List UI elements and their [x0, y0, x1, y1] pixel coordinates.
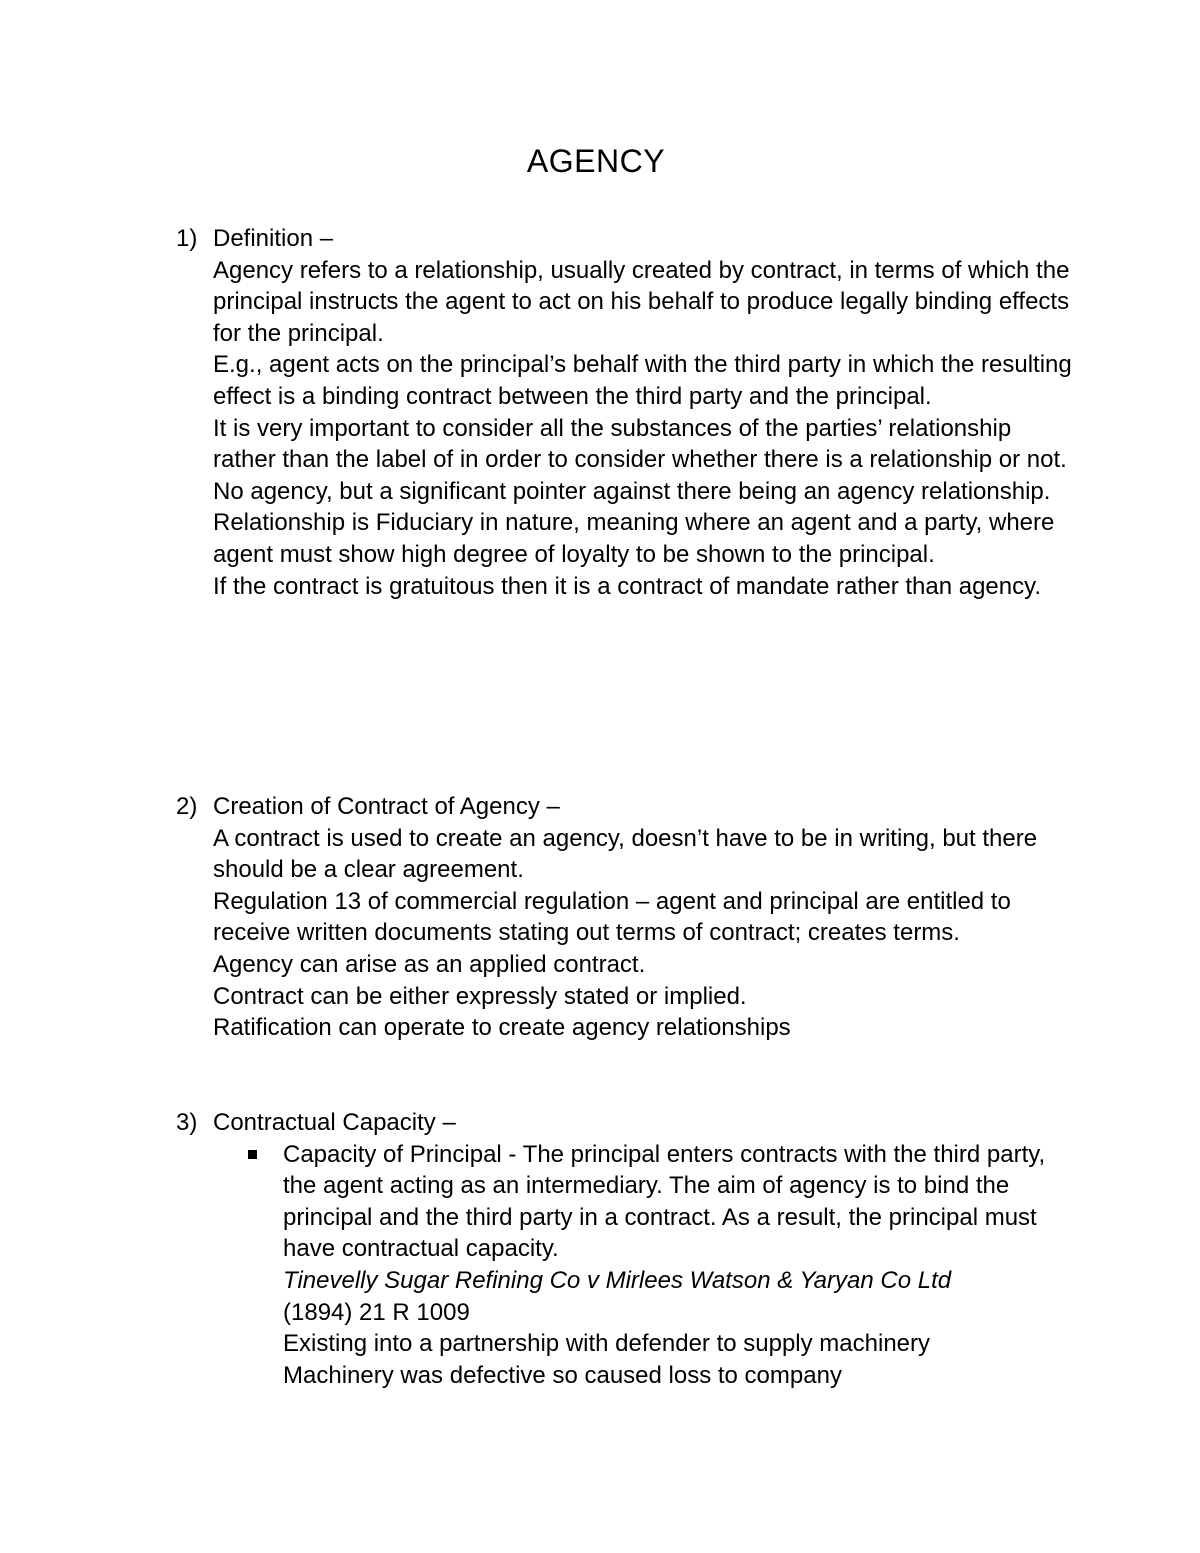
- paragraph: Agency refers to a relationship, usually created by contract, in terms of which the principal instructs the agent to act on his behalf to produce legally binding effects for the principal.: [213, 256, 1070, 347]
- section-heading: [176, 223, 1076, 255]
- section-heading: [176, 791, 1076, 823]
- paragraph: Agency can arise as an applied contract.: [213, 950, 646, 978]
- section-contractual-capacity: [176, 1107, 1076, 1391]
- section-definition: [176, 223, 1076, 602]
- paragraph: Relationship is Fiduciary in nature, meaning where an agent and a party, where agent must show high degree of loyalty to be shown to the principal.: [213, 509, 1055, 568]
- section-heading: [176, 1107, 1076, 1139]
- paragraph: It is very important to consider all the substances of the parties’ relationship rather than the label of in order to consider whether there is a relationship or not.: [213, 414, 1067, 474]
- square-bullet-icon: [248, 1150, 257, 1159]
- paragraph: Ratification can operate to create agency relationships: [213, 1014, 791, 1042]
- case-note: Existing into a partnership with defender to supply machinery: [283, 1330, 931, 1358]
- bullet-item: [283, 1139, 1076, 1392]
- document-title: AGENCY: [526, 143, 666, 179]
- paragraph: E.g., agent acts on the principal’s behalf with the third party in which the resulting effect is a binding contract between the third party and the principal.: [213, 351, 1072, 410]
- case-name: Tinevelly Sugar Refining Co v Mirlees Watson & Yaryan Co Ltd: [283, 1266, 952, 1294]
- case-note: Machinery was defective so caused loss to company: [283, 1361, 842, 1389]
- section-creation-of-contract: [176, 791, 1076, 1044]
- section-number: 2): [176, 793, 198, 820]
- section-heading-text: Contractual Capacity –: [213, 1109, 456, 1136]
- bullet-text: Capacity of Principal - The principal enters contracts with the third party, the agent acting as an intermediary. The aim of agency is to bind the principal and the third party in a contract. As a result, the principal must have contractual capacity.: [283, 1140, 1046, 1263]
- paragraph: If the contract is gratuitous then it is a contract of mandate rather than agency.: [213, 572, 1042, 600]
- paragraph: Contract can be either expressly stated or implied.: [213, 982, 747, 1010]
- case-citation: (1894) 21 R 1009: [283, 1298, 470, 1326]
- paragraph: No agency, but a significant pointer against there being an agency relationship.: [213, 477, 1051, 505]
- section-number: 1): [176, 225, 198, 252]
- section-heading-text: Definition –: [213, 225, 334, 252]
- paragraph: A contract is used to create an agency, doesn’t have to be in writing, but there should be a clear agreement.: [213, 824, 1038, 884]
- section-heading-text: Creation of Contract of Agency –: [213, 793, 560, 820]
- paragraph: Regulation 13 of commercial regulation – agent and principal are entitled to receive written documents stating out terms of contract; creates terms.: [213, 887, 1011, 947]
- section-number: 3): [176, 1109, 198, 1136]
